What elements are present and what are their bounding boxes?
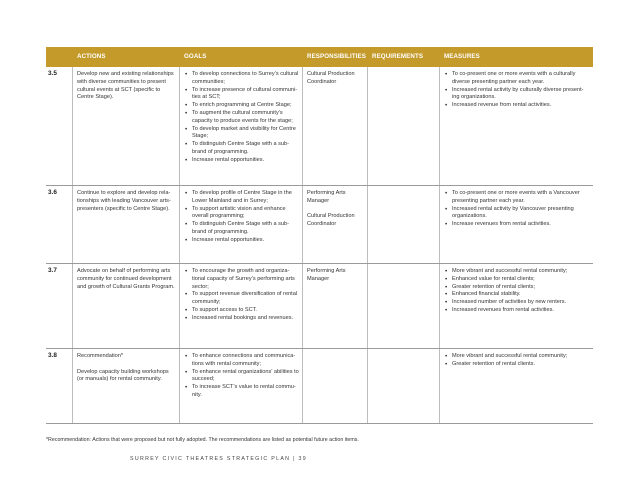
goal-item: • Increase rental opportunities. <box>184 237 302 245</box>
goal-item: • To increase SCT’s value to rental commu-nity. <box>184 384 302 400</box>
action-text: Develop capacity building workshops (or manuals) for rental community. <box>77 368 169 383</box>
measure-item: • Greater retention of rental clients. <box>444 361 590 369</box>
measure-item: • To co-present one or more events with a culturally diverse presenting partner each year. <box>444 71 590 87</box>
goal-item: • To enhance connections and communica-tions with rental community; <box>184 353 302 369</box>
measures-list <box>444 190 590 229</box>
goal-item: • To distinguish Centre Stage with a sub-brand of programming. <box>184 221 302 237</box>
goals-list <box>184 268 302 323</box>
action-cell <box>77 190 177 213</box>
measure-item: • Increased revenue from rental activities. <box>444 102 590 110</box>
action-text: Develop new and existing relationships with diverse communities to present cultural events at SCT (specific to Centre Stage). <box>77 71 174 101</box>
header-measures: MEASURES <box>444 53 480 60</box>
goal-item: • To develop market and visibility for Centre Stage; <box>184 126 302 142</box>
goals-list <box>184 353 302 400</box>
goal-item: • To enrich programming at Centre Stage; <box>184 102 302 110</box>
goal-item: • To develop profile of Centre Stage in the Lower Mainland and in Surrey; <box>184 190 302 206</box>
measure-item: • Enhanced value for rental clients; <box>444 276 590 284</box>
header-actions: ACTIONS <box>77 53 106 60</box>
measure-item: • Increased rental activity by Vancouver presenting organizations. <box>444 206 590 222</box>
goal-item: • To distinguish Centre Stage with a sub-brand of programming. <box>184 141 302 157</box>
table-row <box>46 349 593 424</box>
goal-item: • To develop connections to Surrey’s cultural communities; <box>184 71 302 87</box>
responsibility-cell <box>307 190 367 229</box>
header-goals: GOALS <box>184 53 207 60</box>
measures-list <box>444 353 590 369</box>
measure-item: • To co-present one or more events with a Vancouver presenting partner each year. <box>444 190 590 206</box>
action-cell <box>77 71 177 102</box>
measure-item: • More vibrant and successful rental community; <box>444 353 590 361</box>
goal-item: • Increase rental opportunities. <box>184 157 302 165</box>
action-text: Continue to explore and develop rela-tionships with leading Vancouver arts-presenters (specific to Centre Stage). <box>77 190 171 212</box>
action-cell <box>77 353 177 384</box>
header-requirements: REQUIREMENTS <box>372 53 424 60</box>
responsibility-cell <box>307 71 367 87</box>
goals-list <box>184 71 302 165</box>
goal-item: • To encourage the growth and organiza-tional capacity of Surrey’s performing arts sector; <box>184 268 302 291</box>
measures-list <box>444 268 590 315</box>
goal-item: • Increased rental bookings and revenues. <box>184 315 302 323</box>
goal-item: • To support access to SCT. <box>184 307 302 315</box>
responsibility-text: Performing Arts Manager <box>307 190 346 204</box>
recommendation-label: Recommendation* <box>77 353 124 359</box>
table-row <box>46 264 593 349</box>
responsibility-cell <box>307 268 367 284</box>
measure-item: • Increased rental activity by culturally diverse present-ing organizations. <box>444 87 590 103</box>
goal-item: • To enhance rental organizations’ abilities to succeed; <box>184 369 302 385</box>
goal-item: • To augment the cultural community’s capacity to produce events for the stage; <box>184 110 302 126</box>
row-number: 3.8 <box>48 352 57 359</box>
strategy-table <box>46 47 593 424</box>
table-row <box>46 186 593 264</box>
goal-item: • To support artistic vision and enhance overall programming; <box>184 206 302 222</box>
table-row <box>46 67 593 186</box>
measure-item: • Enhanced financial stability. <box>444 291 590 299</box>
goal-item: • To increase presence of cultural communi-ties at SCT; <box>184 87 302 103</box>
goal-item: • To support revenue diversification of rental community; <box>184 291 302 307</box>
row-number: 3.6 <box>48 189 57 196</box>
measure-item: • Increase revenues from rental activities. <box>444 221 590 229</box>
measure-item: • Increased number of activities by new renters. <box>444 299 590 307</box>
measure-item: • More vibrant and successful rental community; <box>444 268 590 276</box>
page-footer: SURREY CIVIC THEATRES STRATEGIC PLAN | 39 <box>130 456 308 462</box>
measures-list <box>444 71 590 110</box>
action-text: Advocate on behalf of performing arts community for continued development and growth of Cultural Grants Program. <box>77 268 175 290</box>
measure-item: • Increased revenues from rental activities. <box>444 307 590 315</box>
row-number: 3.5 <box>48 70 57 77</box>
header-responsibilities: RESPONSIBILITIES <box>307 53 367 60</box>
action-cell <box>77 268 177 291</box>
goals-list <box>184 190 302 245</box>
measure-item: • Greater retention of rental clients; <box>444 284 590 292</box>
responsibility-text: Cultural Production Coordinator <box>307 71 355 85</box>
row-number: 3.7 <box>48 267 57 274</box>
footnote: *Recommendation: Actions that were proposed but not fully adopted. The recommendations are listed as potential future action items. <box>46 437 359 443</box>
responsibility-text: Performing Arts Manager <box>307 268 346 282</box>
table-header <box>46 47 593 67</box>
responsibility-text: Cultural Production Coordinator <box>307 213 355 228</box>
